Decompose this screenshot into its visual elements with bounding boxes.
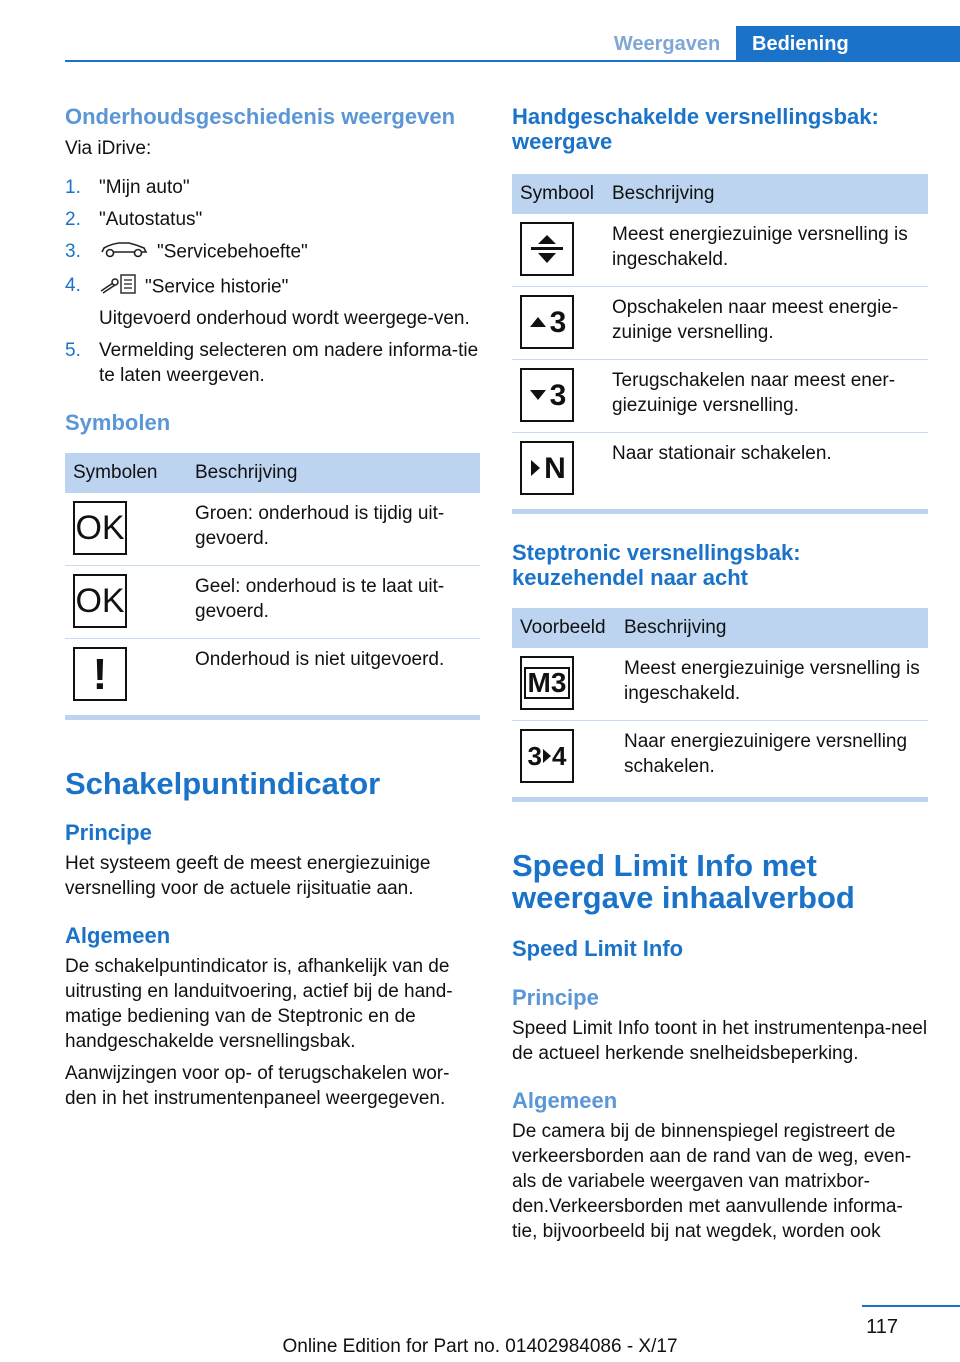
page-number: 117 bbox=[866, 1316, 898, 1338]
table-row bbox=[512, 648, 928, 721]
left-column bbox=[65, 100, 480, 1111]
algemeen-title: Algemeen bbox=[65, 923, 171, 948]
table-row bbox=[65, 639, 480, 712]
steptronic-title: Steptronic versnellingsbak: keuzehendel naar acht bbox=[512, 540, 801, 590]
footer-edition: Online Edition for Part no. 01402984086 - X/17 bbox=[282, 1336, 678, 1357]
table-row bbox=[512, 214, 928, 287]
steptronic-table bbox=[512, 608, 928, 793]
table-cell: Naar stationair schakelen. bbox=[612, 443, 832, 464]
car-icon bbox=[99, 239, 149, 266]
table-row bbox=[512, 360, 928, 433]
table-cell: Opschakelen naar meest energie-zuinige versnelling. bbox=[604, 287, 928, 360]
sli-subtitle: Speed Limit Info bbox=[512, 936, 684, 961]
algemeen-title-right: Algemeen bbox=[512, 1088, 618, 1113]
list-item bbox=[65, 239, 480, 266]
table-row bbox=[512, 433, 928, 506]
schakelpunt-title: Schakelpuntindicator bbox=[65, 766, 381, 801]
algemeen-text-2: Aanwijzingen voor op- of terugschakelen wor-den in het instrumentenpaneel weergegeven. bbox=[65, 1063, 450, 1109]
step-text: "Service historie" bbox=[145, 276, 289, 298]
section-title-onderhoud: Onderhoudsgeschiedenis weergeven bbox=[65, 104, 456, 129]
list-item bbox=[65, 273, 480, 331]
m3-gear-icon: M3 bbox=[520, 656, 574, 710]
neutral-icon: N bbox=[520, 441, 574, 495]
table-end-rule bbox=[65, 715, 480, 720]
optimal-gear-icon bbox=[520, 222, 574, 276]
principe-text: Het systeem geeft de meest energiezuinige versnelling voor de actuele rijsituatie aan. bbox=[65, 853, 431, 899]
step-subtext: Uitgevoerd onderhoud wordt weergege-ven. bbox=[99, 308, 470, 329]
column-header: Beschrijving bbox=[616, 608, 928, 648]
column-header: Beschrijving bbox=[604, 174, 928, 214]
exclamation-icon: ! bbox=[73, 647, 127, 701]
principe-title-right: Principe bbox=[512, 985, 599, 1010]
service-history-icon bbox=[99, 273, 137, 302]
hand-title: Handgeschakelde versnellingsbak: weergave bbox=[512, 104, 879, 154]
table-cell: Onderhoud is niet uitgevoerd. bbox=[195, 649, 445, 670]
principe-text-right: Speed Limit Info toont in het instrumentenpa-neel de actueel herkende snelheidsbeperking. bbox=[512, 1018, 928, 1064]
tab-weergaven[interactable]: Weergaven bbox=[613, 33, 721, 55]
list-item bbox=[65, 207, 480, 232]
step-number: 3. bbox=[65, 241, 81, 262]
ok-yellow-icon: OK bbox=[73, 574, 127, 628]
principe-title: Principe bbox=[65, 820, 152, 845]
table-end-rule bbox=[512, 797, 928, 802]
step-text: "Servicebehoefte" bbox=[157, 241, 308, 263]
table-row bbox=[65, 566, 480, 639]
table-cell: Meest energiezuinige versnelling is ingeschakeld. bbox=[616, 648, 928, 721]
column-header: Beschrijving bbox=[187, 453, 480, 493]
steps-list bbox=[65, 175, 480, 388]
symbolen-table bbox=[65, 453, 480, 711]
shift-up-icon: 3 bbox=[520, 295, 574, 349]
list-item bbox=[65, 338, 480, 388]
hand-table bbox=[512, 174, 928, 505]
step-number: 4. bbox=[65, 275, 81, 296]
table-cell: Terugschakelen naar meest ener-giezuinige versnelling. bbox=[604, 360, 928, 433]
footer-rule bbox=[862, 1305, 960, 1307]
table-cell: Meest energiezuinige versnelling is ingeschakeld. bbox=[604, 214, 928, 287]
symbolen-title: Symbolen bbox=[65, 410, 171, 435]
step-number: 1. bbox=[65, 177, 81, 198]
via-idrive: Via iDrive: bbox=[65, 138, 152, 159]
table-row bbox=[512, 287, 928, 360]
step-number: 2. bbox=[65, 209, 81, 230]
step-text: "Mijn auto" bbox=[99, 177, 190, 198]
tab-bediening[interactable]: Bediening bbox=[736, 26, 960, 62]
step-text: Vermelding selecteren om nadere informa-tie te laten weergeven. bbox=[99, 340, 479, 386]
column-header: Symbool bbox=[512, 174, 604, 214]
table-cell: Groen: onderhoud is tijdig uit-gevoerd. bbox=[187, 493, 480, 566]
table-row bbox=[512, 721, 928, 794]
speed-limit-title: Speed Limit Info met weergave inhaalverbod bbox=[512, 848, 855, 915]
table-cell: Naar energiezuinigere versnelling schakelen. bbox=[624, 731, 908, 777]
shift-3-to-4-icon: 3 4 bbox=[520, 729, 574, 783]
column-header: Symbolen bbox=[65, 453, 187, 493]
list-item bbox=[65, 175, 480, 200]
algemeen-text-1: De schakelpuntindicator is, afhankelijk van de uitrusting en landuitvoering, actief bij de hand-matige bediening van de Steptronic en de handgeschakelde versnellingsbak. bbox=[65, 956, 453, 1052]
shift-down-icon: 3 bbox=[520, 368, 574, 422]
table-row bbox=[65, 493, 480, 566]
step-number: 5. bbox=[65, 340, 81, 361]
column-header: Voorbeeld bbox=[512, 608, 616, 648]
right-column bbox=[512, 100, 928, 1244]
ok-green-icon: OK bbox=[73, 501, 127, 555]
table-end-rule bbox=[512, 509, 928, 514]
table-cell: Geel: onderhoud is te laat uit-gevoerd. bbox=[187, 566, 480, 639]
step-text: "Autostatus" bbox=[99, 209, 203, 230]
algemeen-text-right: De camera bij de binnenspiegel registreert de verkeersborden aan de rand van de weg, even-als de variabele weergaven van matrixbor-den.Verkeersborden met aanvullende informa-tie, bijvoorbeeld bij nat wegdek, worden ook bbox=[512, 1121, 912, 1242]
